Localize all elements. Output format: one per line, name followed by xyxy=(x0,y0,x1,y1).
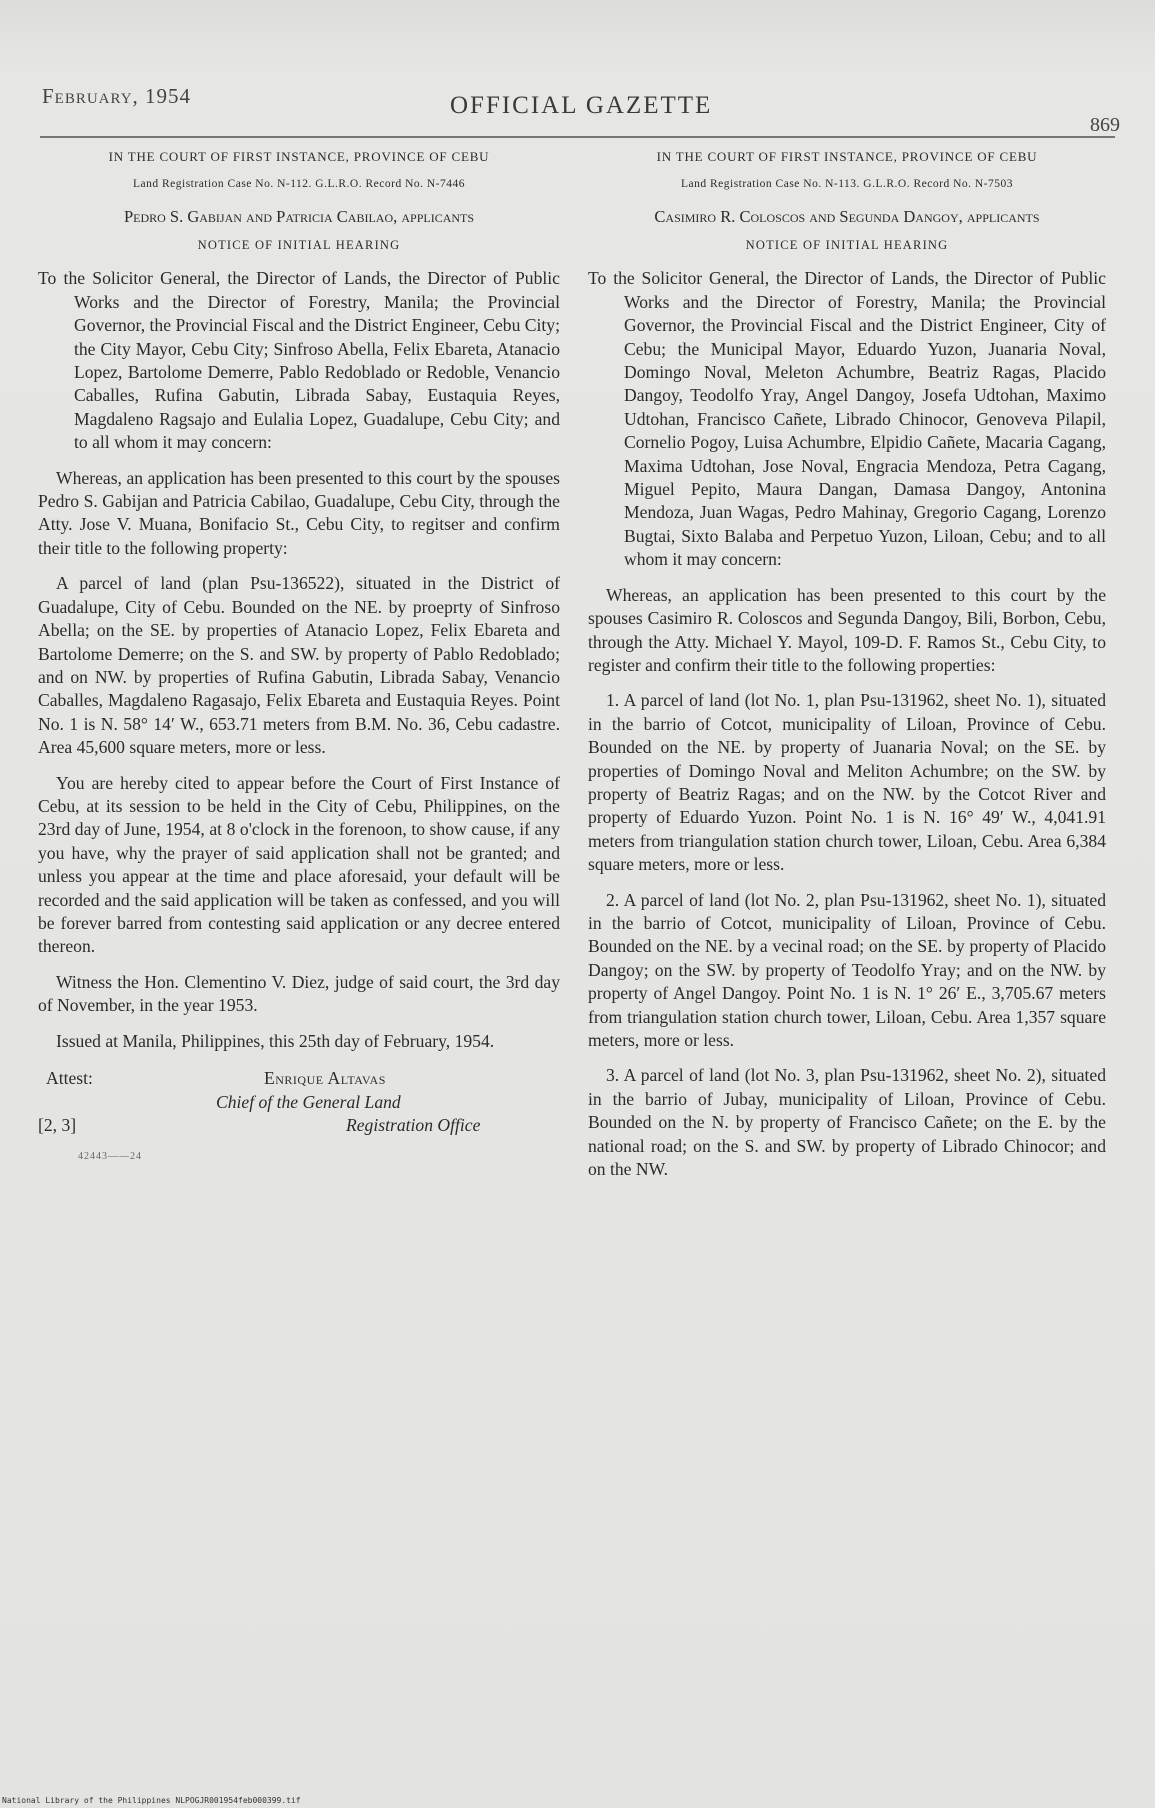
right-case-number: Land Registration Case No. N-113. G.L.R.O. Record No. N-7503 xyxy=(680,178,1014,190)
right-notice-title: NOTICE OF INITIAL HEARING xyxy=(745,238,949,252)
right-paragraph: 2. A parcel of land (lot No. 2, plan Psu-131962, sheet No. 1), situated in the barrio of Cotcot, municipality of Liloan, Province of Cebu. Bounded on the NE. by a vecinal road; on the SE. by property of Placido Dangoy; on the SW. by property of Teodolfo Yray; and on the NW. by property of Angel Dangoy. Point No. 1 is N. 1° 26′ E., 3,705.67 meters from triangulation station church tower, Liloan, Cebu. Area 1,357 square meters, more or less. xyxy=(588,889,1106,1050)
attest-title-line-2: Registration Office xyxy=(346,1115,481,1135)
left-column xyxy=(38,148,560,1162)
right-paragraph: Whereas, an application has been presented to this court by the spouses Casimiro R. Coloscos and Segunda Dangoy, Bili, Borbon, Cebu, through the Atty. Michael Y. Mayol, 109-D. F. Ramos St., Cebu City, to register and confirm their title to the following properties: xyxy=(588,584,1106,675)
publication-code: 42443——24 xyxy=(78,1151,142,1162)
left-notice-title: NOTICE OF INITIAL HEARING xyxy=(197,238,401,252)
left-paragraph: A parcel of land (plan Psu-136522), situated in the District of Guadalupe, City of Cebu. Bounded on the NE. by proeprty of Sinfroso Abella; on the SE. by properties of Atanacio Lopez, Felix Ebareta and Bartolome Demerre; on the S. and SW. by property of Pablo Redoblado; and on NW. by properties of Rufina Gabutin, Librada Sabay, Venancio Caballes, Magdaleno Ragasajo, Felix Ebareta and Eustaquia Reyes. Point No. 1 is N. 58° 14′ W., 653.71 meters from B.M. No. 36, Cebu cadastre. Area 45,600 square meters, more or less. xyxy=(38,573,560,758)
left-parties: Pedro S. Gabijan and Patricia Cabilao, applicants xyxy=(123,207,475,226)
left-addressee: To the Solicitor General, the Director of Lands, the Director of Public Works and the Director of Forestry, Manila; the Provincial Governor, the Provincial Fiscal and the District Engineer, Cebu City; the City Mayor, Cebu City; Sinfroso Abella, Felix Ebareta, Atanacio Lopez, Bartolome Demerre, Pablo Redoblado or Redoble, Venancio Caballes, Rufina Gabutin, Librada Sabay, Eustaquia Reyes, Magdaleno Ragsajo and Eulalia Lopez, Guadalupe, Cebu City; and to all whom it may concern: xyxy=(38,268,560,453)
left-paragraph: Issued at Manila, Philippines, this 25th day of February, 1954. xyxy=(56,1030,495,1051)
publication-reference: [2, 3] xyxy=(38,1115,77,1135)
left-court-heading: IN THE COURT OF FIRST INSTANCE, PROVINCE OF CEBU xyxy=(108,149,490,164)
header-date: February, 1954 xyxy=(42,84,192,108)
left-paragraph: Witness the Hon. Clementino V. Diez, judge of said court, the 3rd day of November, in the year 1953. xyxy=(38,971,560,1016)
header-title: OFFICIAL GAZETTE xyxy=(450,92,713,119)
attestation-block xyxy=(38,1067,560,1162)
right-paragraph: 3. A parcel of land (lot No. 3, plan Psu-131962, sheet No. 2), situated in the barrio of Jubay, municipality of Liloan, Province of Cebu. Bounded on the N. by property of Francisco Cañete; on the E. by the national road; on the S. and SW. by property of Librado Chinocor; and on the NW. xyxy=(588,1065,1106,1180)
header-rule xyxy=(40,136,1115,138)
left-paragraph: Whereas, an application has been presented to this court by the spouses Pedro S. Gabijan and Patricia Cabilao, Guadalupe, Cebu City, through the Atty. Jose V. Muana, Bonifacio St., Cebu City, to regitser and confirm their title to the following property: xyxy=(38,467,560,558)
right-paragraph: 1. A parcel of land (lot No. 1, plan Psu-131962, sheet No. 1), situated in the barrio of Cotcot, municipality of Liloan, Province of Cebu. Bounded on the NE. by property of Juanaria Noval; on the SE. by properties of Domingo Noval and Meliton Achumbre; on the SW. by property of Beatriz Ragas; and on the NW. by the Cotcot River and property of Eduardo Yuzon. Point No. 1 is N. 16° 49′ W., 4,041.91 meters from triangulation station church tower, Liloan, Cebu. Area 6,384 square meters, more or less. xyxy=(588,690,1106,875)
right-court-heading: IN THE COURT OF FIRST INSTANCE, PROVINCE OF CEBU xyxy=(656,149,1038,164)
left-case-number: Land Registration Case No. N-112. G.L.R.O. Record No. N-7446 xyxy=(132,178,466,190)
left-paragraph: You are hereby cited to appear before the Court of First Instance of Cebu, at its session to be held in the City of Cebu, Philippines, on the 23rd day of June, 1954, at 8 o'clock in the forenoon, to show cause, if any you have, why the prayer of said application shall not be granted; and unless you appear at the time and place aforesaid, your default will be recorded and the said application will be taken as confessed, and you will be forever barred from contesting said application or any decree entered thereon. xyxy=(38,772,560,957)
right-addressee: To the Solicitor General, the Director of Lands, the Director of Public Works and the Director of Forestry, Manila; the Provincial Governor, the Provincial Fiscal and the District Engineer, City of Cebu; the Municipal Mayor, Eduardo Yuzon, Juanaria Noval, Domingo Noval, Meleton Achumbre, Beatriz Ragas, Placido Dangoy, Teodolfo Yray, Angel Dangoy, Josefa Udtohan, Maximo Udtohan, Francisco Cañete, Librado Chinocor, Genoveva Pilapil, Cornelio Pogoy, Luisa Achumbre, Elpidio Cañete, Macaria Cagang, Maxima Udtohan, Jose Noval, Engracia Mendoza, Petra Cagang, Miguel Pepito, Maura Dangan, Damasa Dangoy, Antonina Mendoza, Juan Wagas, Pedro Mahinay, Gregorio Cagang, Lorenzo Bugtai, Sixto Balaba and Perpetuo Yuzon, Liloan, Cebu; and to all whom it may concern: xyxy=(588,268,1106,570)
right-parties: Casimiro R. Coloscos and Segunda Dangoy, applicants xyxy=(654,207,1040,226)
header-page-number: 869 xyxy=(1090,114,1120,136)
attest-name: Enrique Altavas xyxy=(264,1068,386,1088)
page-header xyxy=(40,78,1120,138)
attest-title-line-1: Chief of the General Land xyxy=(216,1092,401,1112)
attest-label: Attest: xyxy=(46,1068,93,1088)
right-column xyxy=(588,148,1106,1193)
archive-footer: National Library of the Philippines NLPOGJR001954feb000399.tif xyxy=(2,1796,301,1805)
